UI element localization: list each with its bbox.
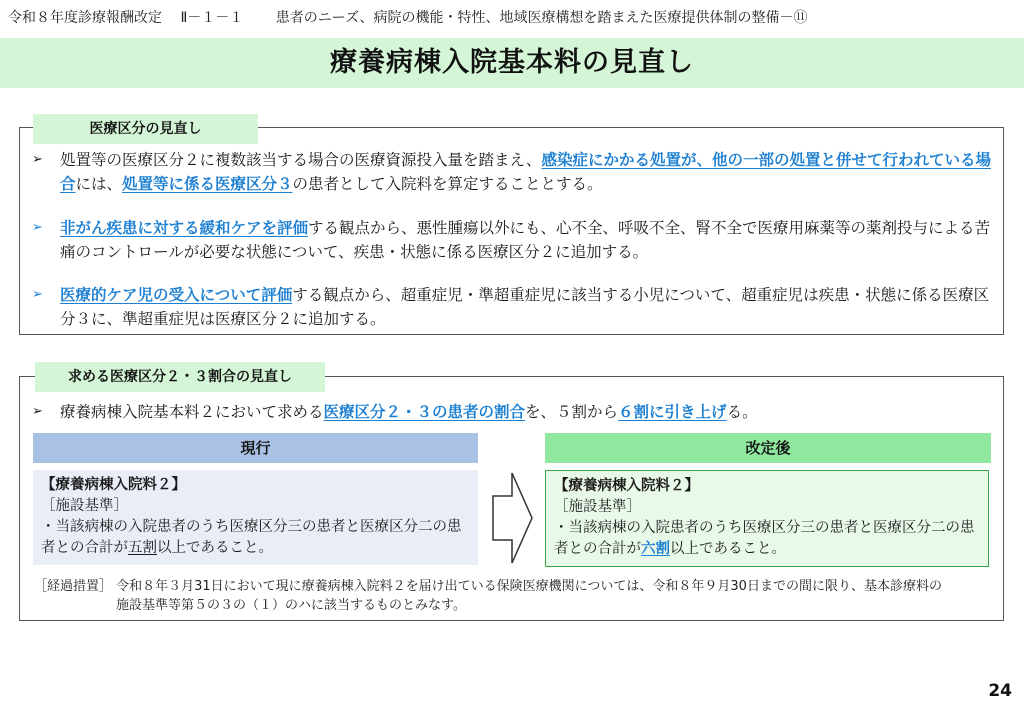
text-part: する観点から、超重症児・準超重症児に該当する小児について、超重症児は疾患・状態に係る医療区分３に、準超重症児は医療区分２に追加する。	[60, 286, 990, 328]
bullet-marker: ➢	[32, 220, 43, 235]
text-part: の患者として入院料を算定することとする。	[292, 175, 603, 193]
highlight-text: 医療的ケア児の受入について評価	[60, 286, 293, 304]
title-band	[0, 38, 1024, 88]
right-arrow-icon	[490, 470, 535, 566]
current-text	[41, 517, 472, 559]
bullet-text	[60, 283, 998, 331]
text-part: 以上であること。	[670, 541, 786, 557]
page-title: 療養病棟入院基本料の見直し	[330, 47, 694, 78]
text-part: ・当該病棟の入院患者のうち医療区分三の患者と医療区分二の患者との合計が	[41, 519, 462, 556]
section1-tag: 医療区分の見直し	[33, 114, 258, 144]
current-header: 現行	[33, 433, 478, 463]
transitional-note	[34, 577, 942, 615]
highlight-text: 処置等に係る医療区分３	[122, 175, 293, 193]
text-part: には、	[75, 175, 123, 193]
text-part: 以上であること。	[157, 540, 273, 556]
bullet-marker: ➢	[32, 404, 43, 419]
highlight-text: 非がん疾患に対する緩和ケアを評価	[60, 219, 309, 237]
highlight-text: ６割に引き上げ	[618, 403, 727, 421]
current-criteria: ［施設基準］	[41, 498, 128, 514]
section-number: Ⅱ－１－１	[180, 10, 244, 26]
topic-label: 患者のニーズ、病院の機能・特性、地域医療構想を踏まえた医療提供体制の整備－⑪	[275, 10, 808, 26]
revised-text	[554, 518, 982, 560]
current-title: 【療養病棟入院料２】	[41, 477, 186, 493]
bullet-marker: ➢	[32, 152, 43, 167]
highlight-text: 医療区分２・３の患者の割合	[323, 403, 526, 421]
current-panel	[33, 470, 478, 565]
note-line-1: ［経過措置］ 令和８年３月31日において現に療養病棟入院料２を届け出ている保険医療機関については、令和８年９月30日までの間に限り、基本診療料の	[34, 579, 942, 594]
section2-tag: 求める医療区分２・３割合の見直し	[35, 362, 325, 392]
page-number: 24	[988, 681, 1012, 701]
bullet-text	[60, 216, 998, 264]
text-part: 療養病棟入院基本料２において求める	[60, 403, 324, 421]
header-meta	[8, 7, 808, 27]
revised-panel	[545, 470, 989, 567]
text-part: 処置等の医療区分２に複数該当する場合の医療資源投入量を踏まえ、	[60, 151, 542, 169]
note-line-2: 施設基準等第５の３の（１）のハに該当するものとみなす。	[116, 598, 466, 613]
highlight-text: 感染症にかかる処置が、他の一部の処置と併せて行われている場合	[60, 151, 991, 193]
bullet-text	[60, 400, 998, 424]
bullet-text	[60, 148, 998, 196]
text-part: ・当該病棟の入院患者のうち医療区分三の患者と医療区分二の患者との合計が	[554, 520, 975, 557]
revised-header: 改定後	[545, 433, 991, 463]
revision-label: 令和８年度診療報酬改定	[8, 10, 162, 26]
text-part: る。	[726, 403, 758, 421]
current-value: 五割	[128, 540, 157, 556]
text-part: する観点から、悪性腫瘍以外にも、心不全、呼吸不全、腎不全で医療用麻薬等の薬剤投与による苦痛のコントロールが必要な状態について、疾患・状態に係る医療区分２に追加する。	[60, 219, 991, 261]
revised-criteria: ［施設基準］	[554, 499, 641, 515]
revised-title: 【療養病棟入院料２】	[554, 478, 699, 494]
revised-value: 六割	[641, 541, 670, 557]
bullet-marker: ➢	[32, 287, 43, 302]
text-part: を、５割から	[525, 403, 619, 421]
